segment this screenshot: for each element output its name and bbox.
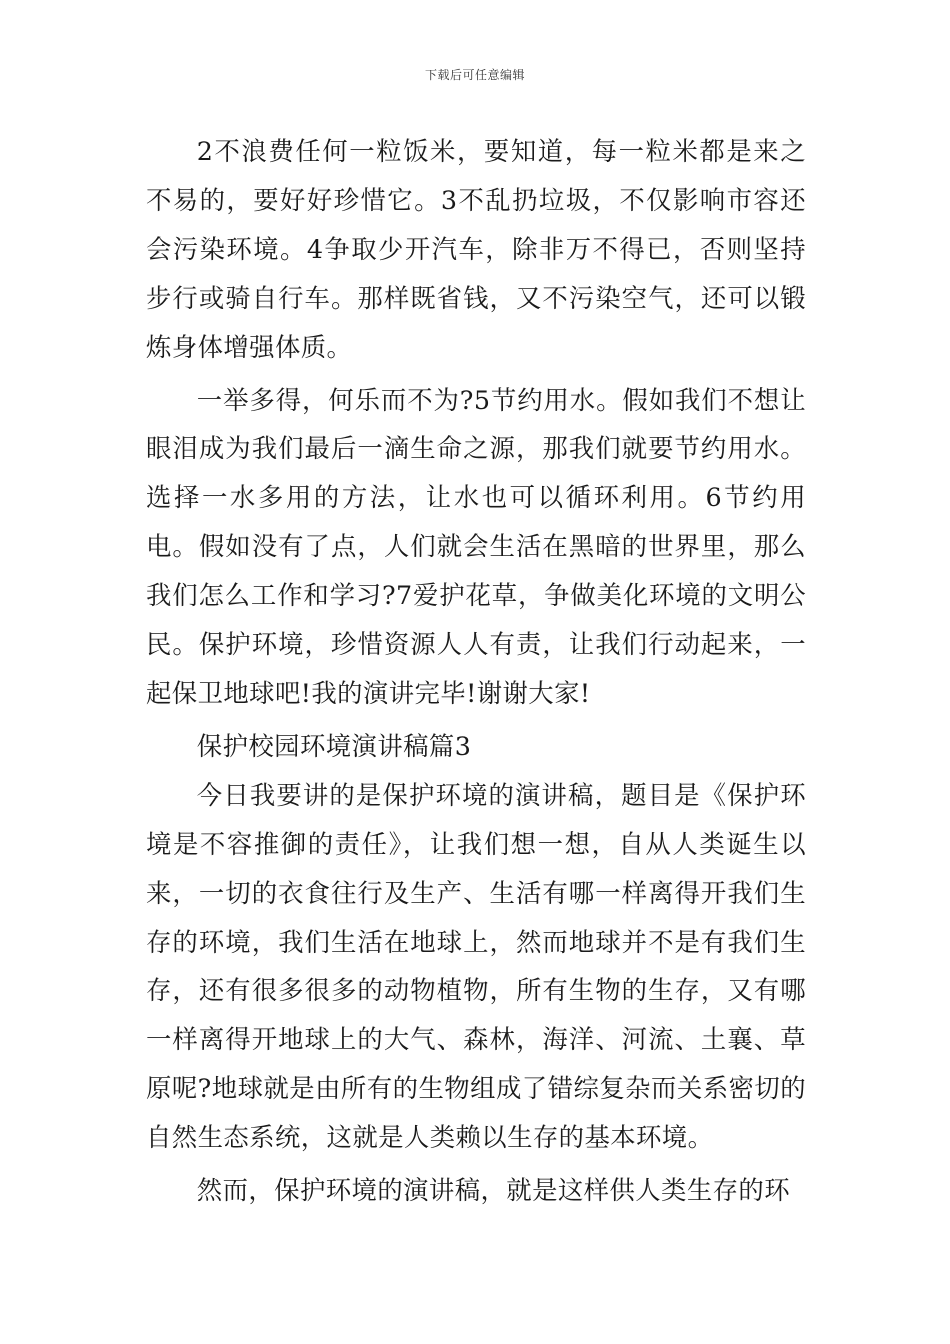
paragraph-2: 一举多得，何乐而不为?5节约用水。假如我们不想让眼泪成为我们最后一滴生命之源，那我们就要节约用水。选择一水多用的方法，让水也可以循环利用。6节约用电。假如没有了点，人们就会生活在黑暗的世界里，那么我们怎么工作和学习?7爱护花草，争做美化环境的文明公民。保护环境，珍惜资源人人有责，让我们行动起来，一起保卫地球吧!我的演讲完毕!谢谢大家!	[146, 384, 806, 708]
section-heading: 保护校园环境演讲稿篇3	[196, 730, 472, 761]
paragraph-1: 2不浪费任何一粒饭米，要知道，每一粒米都是来之不易的，要好好珍惜它。3不乱扔垃圾，不仅影响市容还会污染环境。4争取少开汽车，除非万不得已，否则坚持步行或骑自行车。那样既省钱，又不污染空气，还可以锻炼身体增强体质。	[146, 136, 806, 362]
document-body	[146, 127, 806, 1215]
paragraph-4: 然而，保护环境的演讲稿，就是这样供人类生存的环	[196, 1175, 790, 1206]
page-header-note: 下载后可任意编辑	[424, 68, 525, 82]
paragraph-3: 今日我要讲的是保护环境的演讲稿，题目是《保护环境是不容推御的责任》，让我们想一想，自从人类诞生以来，一切的衣食往行及生产、生活有哪一样离得开我们生存的环境，我们生活在地球上，然而地球并不是有我们生存，还有很多很多的动物植物，所有生物的生存，又有哪一样离得开地球上的大气、森林，海洋、河流、土襄、草原呢?地球就是由所有的生物组成了错综复杂而关系密切的自然生态系统，这就是人类赖以生存的基本环境。	[146, 779, 806, 1153]
